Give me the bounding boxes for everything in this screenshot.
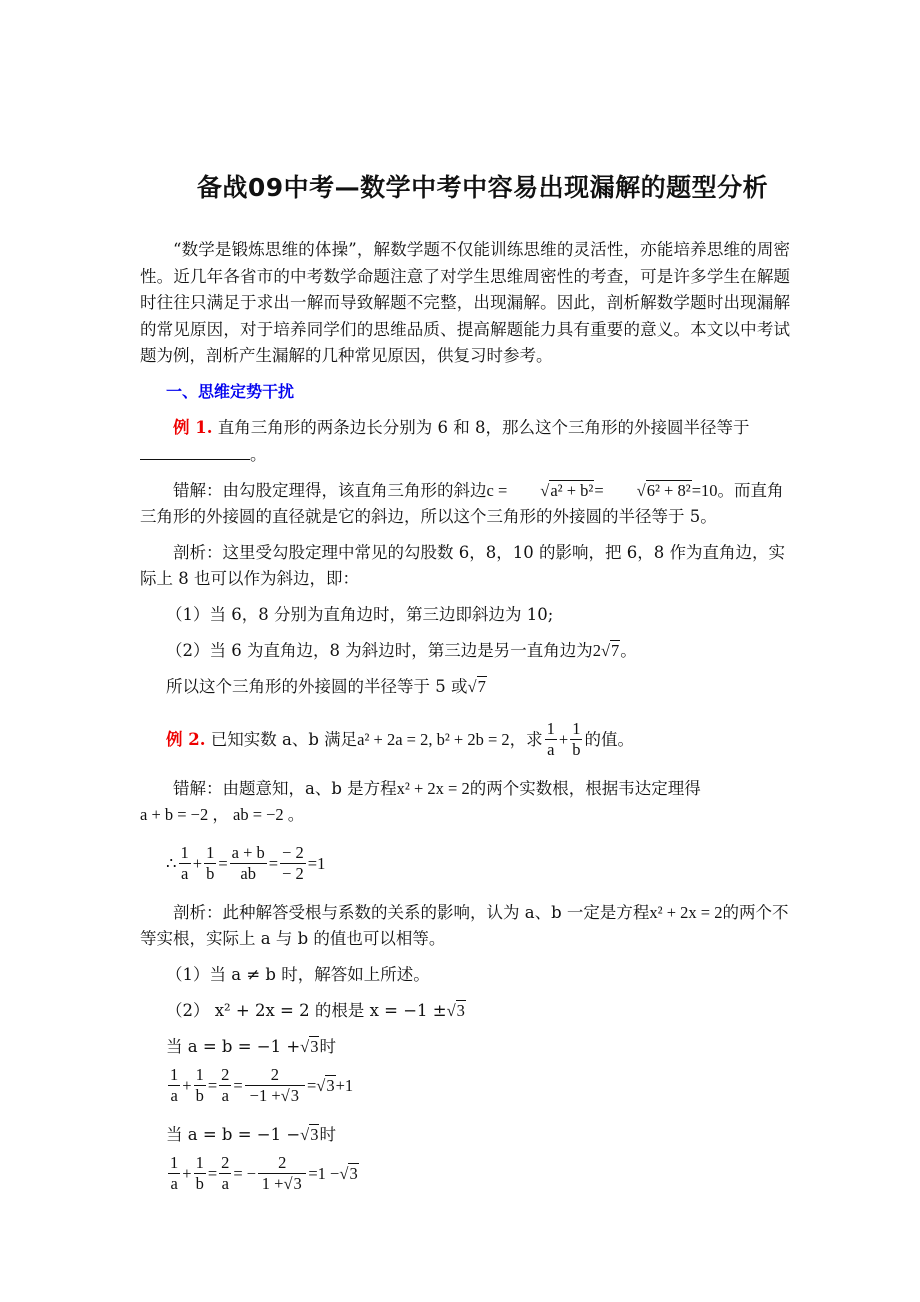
fraction — [230, 843, 267, 884]
example-1-case-1: （1）当 6，8 分别为直角边时，第三边即斜边为 10; — [166, 604, 554, 624]
radicand: 3 — [310, 1124, 319, 1144]
math-op: = − — [233, 1163, 257, 1183]
denominator: − 2 — [282, 864, 304, 883]
denominator: a — [170, 1174, 178, 1193]
math-expr: 2 — [592, 640, 601, 660]
denominator — [250, 1086, 300, 1106]
fraction — [168, 1153, 180, 1194]
document-body — [140, 237, 790, 1200]
radicand: a² + b² — [550, 480, 594, 500]
denominator: b — [572, 740, 581, 759]
math-op: + — [558, 729, 569, 749]
therefore-symbol: ∴ — [166, 853, 177, 873]
radicand: 7 — [477, 676, 486, 696]
math-expr: a² + 2a = 2, b² + 2b = 2 — [357, 729, 510, 749]
wrong-text: 由勾股定理得，该直角三角形的斜边 — [222, 480, 487, 500]
conclusion-text: 所以这个三角形的外接圆的半径等于 5 或 — [166, 676, 468, 696]
example-2-calc-1 — [140, 1060, 790, 1112]
math-expr: =1 − — [308, 1163, 340, 1183]
fraction — [194, 1065, 206, 1106]
intro-paragraph: “数学是锻炼思维的体操”，解数学题不仅能训练思维的灵活性，亦能培养思维的周密性。近几年各省市的中考数学命题注意了对学生思维周密性的考查，可是许多学生在解题时往往只满足于求出一解而导致解题不完整，出现漏解。因此，剖析解数学题时出现漏解的常见原因，对于培养同学们的思维品质、提高解题能力具有重要的意义。本文以中考试题为例，剖析产生漏解的几种常见原因，供复习时参考。 — [140, 240, 790, 365]
fraction — [204, 843, 216, 884]
analysis-text: 剖析：此种解答受根与系数的关系的影响，认为 a、b 一定是方程 — [173, 902, 650, 922]
sqrt-expr: √3 — [283, 1174, 302, 1193]
math-result: =1 — [307, 853, 326, 873]
fraction — [245, 1065, 305, 1106]
numerator: 1 — [170, 1065, 179, 1084]
math-op: = — [207, 1163, 218, 1183]
fraction — [219, 1153, 231, 1194]
math-op: = — [207, 1075, 218, 1095]
radicand: 3 — [310, 1036, 319, 1056]
denominator: ab — [240, 864, 256, 883]
when-text: 当 a = b = −1 + — [166, 1036, 301, 1056]
question-end: 。 — [250, 444, 267, 464]
fraction — [280, 843, 306, 884]
sqrt-expr: √3 — [280, 1086, 299, 1105]
math-op: = — [268, 853, 279, 873]
numerator: 1 — [572, 719, 581, 738]
radicand: 7 — [611, 640, 620, 660]
math-expr: x² + 2x = 2 — [396, 778, 470, 798]
numerator: 1 — [180, 843, 189, 862]
question-text: 直角三角形的两条边长分别为 6 和 8，那么这个三角形的外接圆半径等于 — [217, 417, 750, 437]
numerator: 1 — [546, 719, 555, 738]
sqrt-expr: √3 — [300, 1036, 319, 1056]
example-1-question — [140, 415, 790, 468]
denominator: a — [221, 1086, 229, 1105]
sqrt-expr: √6² + 8² — [636, 480, 691, 500]
analysis-text: 的两个不等实根，实际上 a 与 b 的值也可以相等。 — [140, 902, 789, 948]
fraction — [194, 1153, 206, 1194]
sqrt-expr: √3 — [446, 1000, 465, 1020]
fraction — [219, 1065, 231, 1106]
wrong-text: 。而直角三角形的外接圆的直径就是它的斜边，所以这个三角形的外接圆的半径等于 5。 — [140, 480, 784, 526]
denominator-part: −1 + — [249, 1086, 281, 1105]
math-expr: a + b = −2 ， ab = −2 。 — [140, 804, 305, 824]
sqrt-expr: √3 — [316, 1075, 335, 1095]
wrong-label: 错解： — [173, 778, 223, 798]
numerator: − 2 — [282, 843, 304, 862]
fraction — [545, 719, 557, 760]
numerator: 2 — [221, 1065, 230, 1084]
wrong-text: 由题意知，a、b 是方程 — [222, 778, 397, 798]
math-op: + — [182, 1163, 192, 1183]
example-2-wrong-solution — [140, 776, 790, 828]
math-op: + — [182, 1075, 192, 1095]
sqrt-expr: √7 — [600, 640, 620, 660]
wrong-label: 错解： — [173, 480, 223, 500]
denominator: a — [180, 864, 189, 883]
denominator: b — [206, 864, 215, 883]
radicand: 3 — [290, 1086, 299, 1105]
section-heading: 一、思维定势干扰 — [166, 381, 295, 401]
denominator: a — [170, 1086, 178, 1105]
when-text: 时 — [319, 1124, 336, 1144]
radicand: 3 — [349, 1163, 358, 1183]
math-expr: +1 — [335, 1075, 354, 1095]
example-2-wrong-steps — [140, 838, 790, 890]
fraction — [570, 719, 582, 760]
example-1-analysis: 剖析：这里受勾股定理中常见的勾股数 6，8，10 的影响，把 6，8 作为直角边，实际上 8 也可以作为斜边，即： — [140, 542, 785, 588]
when-text: 时 — [319, 1036, 336, 1056]
answer-blank — [140, 441, 250, 460]
radicand: 3 — [293, 1174, 302, 1193]
numerator: 2 — [221, 1153, 230, 1172]
radicand: 6² + 8² — [646, 480, 691, 500]
denominator — [262, 1174, 303, 1194]
example-1-conclusion — [140, 674, 790, 700]
question-text: ，求 — [509, 729, 543, 749]
math-expr: c = — [486, 480, 508, 500]
denominator: a — [221, 1174, 229, 1193]
example-label: 例 2. — [166, 729, 206, 749]
sqrt-expr: √3 — [339, 1163, 358, 1183]
numerator: a + b — [231, 843, 265, 862]
radicand: 3 — [326, 1075, 335, 1095]
numerator: 2 — [258, 1153, 306, 1174]
example-2-case-2 — [140, 998, 790, 1024]
numerator: 1 — [195, 1065, 204, 1084]
case-text: 。 — [620, 640, 637, 660]
sqrt-expr: √7 — [467, 676, 486, 696]
question-text: 的值。 — [584, 729, 634, 749]
sqrt-expr: √a² + b² — [540, 480, 594, 500]
denominator-part: 1 + — [261, 1174, 284, 1193]
example-2-calc-2 — [140, 1148, 790, 1200]
fraction — [179, 843, 191, 884]
example-2-when-2 — [140, 1122, 790, 1148]
case-text: （2）当 6 为直角边，8 为斜边时，第三边是另一直角边为 — [166, 640, 593, 660]
sqrt-expr: √3 — [300, 1124, 319, 1144]
math-expr: = — [594, 480, 604, 500]
math-op: + — [192, 853, 203, 873]
example-2-analysis — [140, 900, 790, 952]
fraction — [258, 1153, 306, 1194]
denominator: b — [195, 1086, 204, 1105]
denominator: b — [195, 1174, 204, 1193]
numerator: 2 — [245, 1065, 305, 1086]
example-2-when-1 — [140, 1034, 790, 1060]
wrong-text: 的两个实数根，根据韦达定理得 — [469, 778, 701, 798]
numerator: 1 — [170, 1153, 179, 1172]
question-text: 已知实数 a、b 满足 — [210, 729, 358, 749]
example-label: 例 1. — [173, 417, 213, 437]
math-op: = — [233, 1075, 243, 1095]
numerator: 1 — [195, 1153, 204, 1172]
radicand: 3 — [456, 1000, 465, 1020]
document-title: 备战09中考—数学中考中容易出现漏解的题型分析 — [196, 173, 769, 202]
fraction — [168, 1065, 180, 1106]
example-1-wrong-solution — [140, 478, 790, 530]
math-op: = — [306, 1075, 317, 1095]
example-2-case-1: （1）当 a ≠ b 时，解答如上所述。 — [166, 964, 430, 984]
case-text: （2） x² + 2x = 2 的根是 x = −1 ± — [166, 1000, 447, 1020]
when-text: 当 a = b = −1 − — [166, 1124, 301, 1144]
math-expr: =10 — [691, 480, 718, 500]
numerator: 1 — [206, 843, 215, 862]
example-1-case-2 — [140, 638, 790, 664]
denominator: a — [547, 740, 555, 759]
example-2-question — [140, 714, 790, 766]
math-op: = — [218, 853, 228, 873]
math-expr: x² + 2x = 2 — [649, 902, 723, 922]
